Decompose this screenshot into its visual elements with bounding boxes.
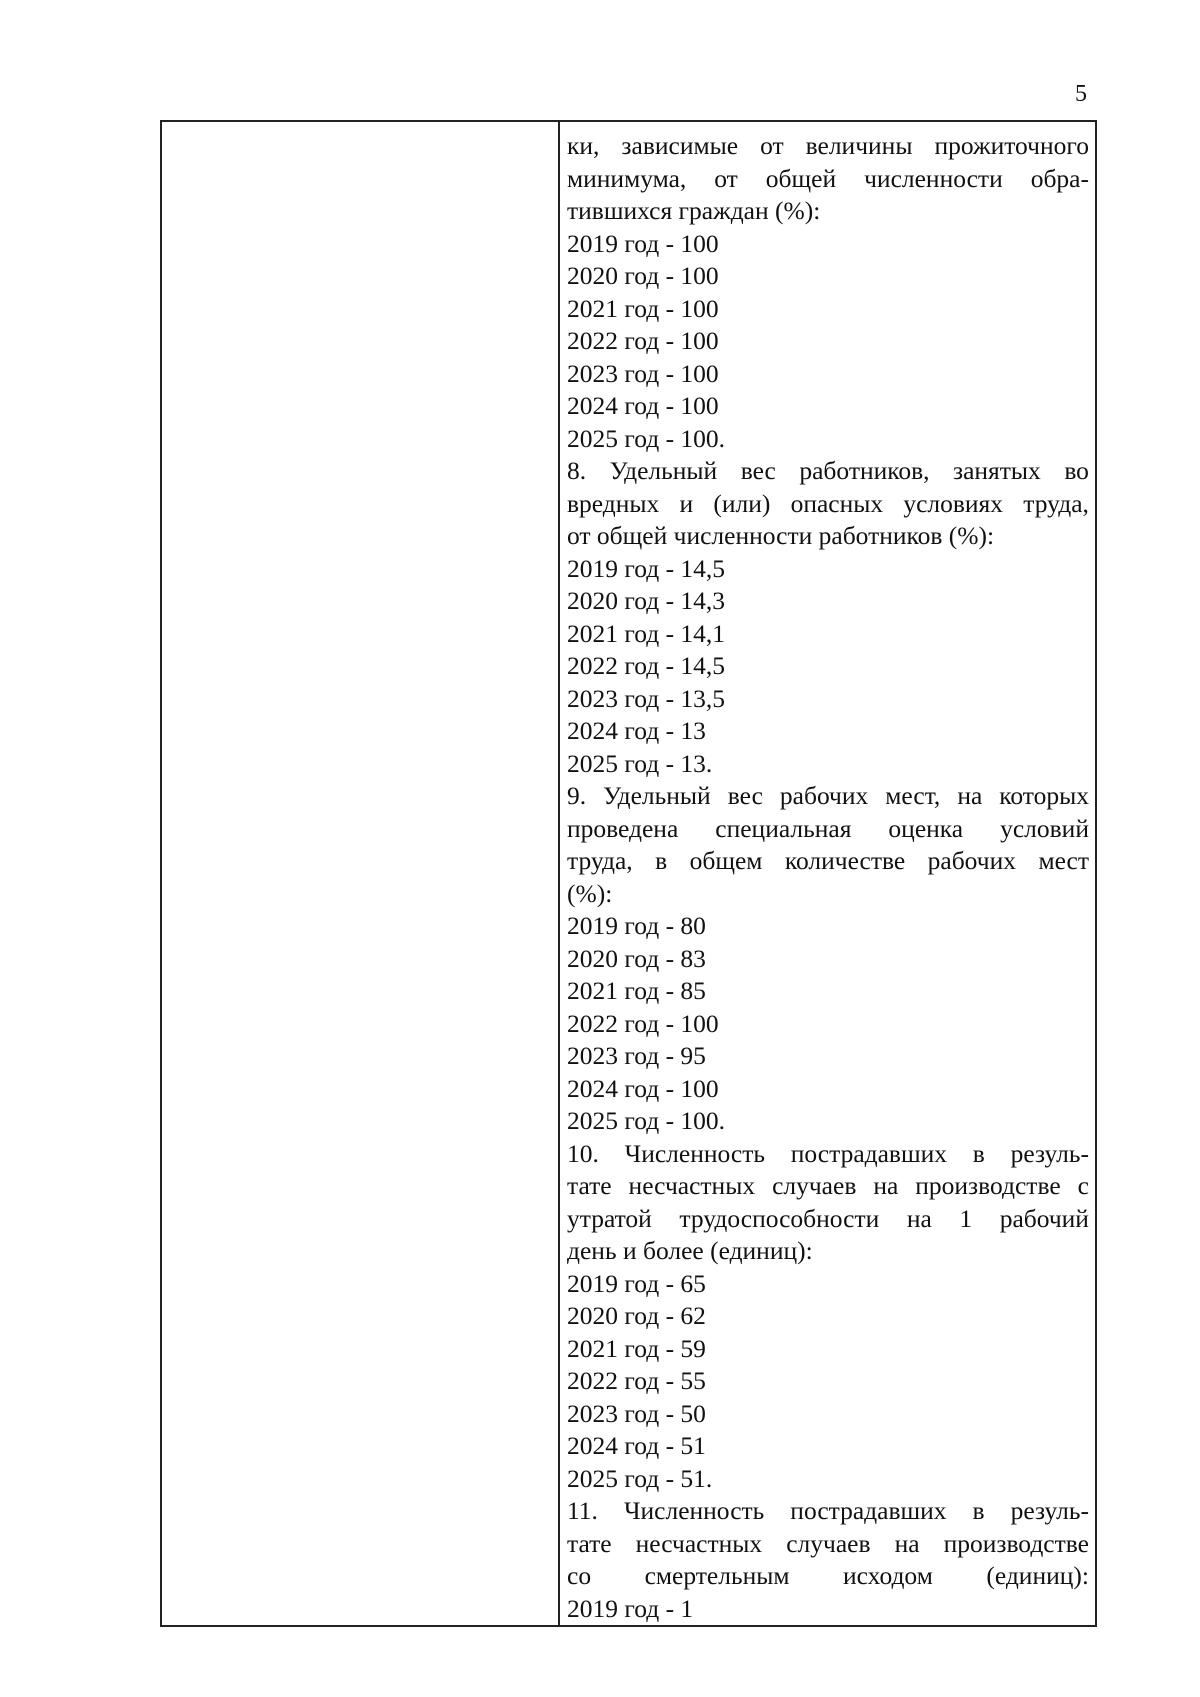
text-line: 2022 год - 55 bbox=[567, 1366, 706, 1395]
text-line: тившихся граждан (%): bbox=[567, 196, 821, 225]
text-line: день и более (единиц): bbox=[567, 1236, 813, 1265]
text-line: 2025 год - 100. bbox=[567, 1106, 726, 1135]
text-line: 2020 год - 14,3 bbox=[567, 586, 726, 615]
text-line: 2025 год - 100. bbox=[567, 423, 726, 453]
word: занятых bbox=[953, 456, 1041, 485]
table-left-cell bbox=[162, 122, 558, 1625]
word: количестве bbox=[784, 846, 906, 875]
text-line: (%): bbox=[567, 878, 613, 908]
text-line: 2024 год - 100 bbox=[567, 391, 719, 420]
word: от bbox=[760, 131, 784, 160]
word: ки, bbox=[567, 131, 600, 160]
word: (единиц): bbox=[986, 1561, 1089, 1590]
column-divider bbox=[558, 122, 560, 1625]
word: в bbox=[655, 846, 668, 875]
word: во bbox=[1064, 456, 1089, 485]
word: численности bbox=[864, 163, 1003, 193]
text-line: 2024 год - 100 bbox=[567, 1073, 719, 1103]
word: Численность bbox=[623, 1496, 765, 1525]
text-line: 2020 год - 62 bbox=[567, 1301, 706, 1330]
word: специальная bbox=[715, 813, 852, 843]
word: со bbox=[567, 1561, 592, 1590]
text-line: 2023 год - 13,5 bbox=[567, 683, 726, 713]
text-line: 2024 год - 13 bbox=[567, 716, 706, 745]
word: несчастных bbox=[628, 1171, 756, 1200]
word: на bbox=[957, 781, 983, 810]
word: тате bbox=[567, 1528, 612, 1558]
word: обра- bbox=[1030, 163, 1089, 193]
word: в bbox=[972, 1138, 985, 1168]
text-line: 2025 год - 13. bbox=[567, 748, 713, 778]
word: 8. bbox=[567, 456, 587, 485]
word: минимума, bbox=[567, 163, 687, 193]
text-line bbox=[567, 1495, 1089, 1528]
word: труда, bbox=[1023, 488, 1089, 518]
word: рабочий bbox=[999, 1203, 1089, 1233]
word: Удельный bbox=[603, 781, 711, 810]
word: Удельный bbox=[609, 456, 718, 485]
word: рабочих bbox=[779, 781, 869, 810]
word: общем bbox=[689, 846, 763, 875]
text-line: 2023 год - 100 bbox=[567, 358, 719, 388]
word: оценка bbox=[888, 813, 964, 843]
word: вес bbox=[740, 456, 776, 485]
word: тате bbox=[567, 1171, 612, 1200]
word: условиях bbox=[903, 488, 1004, 518]
word: от bbox=[714, 163, 738, 193]
word: Численность bbox=[624, 1138, 765, 1168]
word: резуль- bbox=[1010, 1496, 1089, 1525]
text-line: 2024 год - 51 bbox=[567, 1431, 706, 1460]
text-line: 2019 год - 65 bbox=[567, 1268, 706, 1298]
text-line: 2019 год - 14,5 bbox=[567, 553, 726, 583]
word: 9. bbox=[567, 781, 587, 810]
word: трудоспособности bbox=[679, 1203, 880, 1233]
text-line bbox=[567, 1528, 1089, 1561]
text-line bbox=[567, 813, 1089, 846]
text-line bbox=[567, 1170, 1089, 1203]
text-line: 2022 год - 100 bbox=[567, 326, 719, 355]
text-line: 2025 год - 51. bbox=[567, 1463, 713, 1493]
word: производстве bbox=[943, 1528, 1089, 1558]
word: резуль- bbox=[1010, 1138, 1089, 1168]
word: общей bbox=[765, 163, 837, 193]
text-line bbox=[567, 488, 1089, 521]
word: исходом bbox=[843, 1561, 933, 1590]
word: проведена bbox=[567, 813, 679, 843]
indicator-table bbox=[160, 120, 1097, 1627]
text-line: 2021 год - 85 bbox=[567, 976, 706, 1005]
text-line: 2022 год - 14,5 bbox=[567, 651, 726, 680]
word: которых bbox=[999, 781, 1089, 810]
word: (или) bbox=[713, 488, 771, 518]
table-right-cell bbox=[567, 130, 1089, 1625]
text-line: 2022 год - 100 bbox=[567, 1008, 719, 1038]
word: случаев bbox=[786, 1528, 871, 1558]
text-line bbox=[567, 163, 1089, 196]
text-line: 2020 год - 100 bbox=[567, 261, 719, 290]
page-number: 5 bbox=[1075, 81, 1087, 107]
word: вредных bbox=[567, 488, 660, 518]
word: и bbox=[679, 488, 694, 518]
word: в bbox=[972, 1496, 985, 1525]
text-line bbox=[567, 455, 1089, 488]
word: работников, bbox=[799, 456, 930, 485]
text-line: 2023 год - 50 bbox=[567, 1398, 706, 1428]
text-line: 2021 год - 59 bbox=[567, 1333, 706, 1363]
word: пострадавших bbox=[790, 1496, 947, 1525]
word: смертельным bbox=[644, 1561, 790, 1590]
word: несчастных bbox=[635, 1528, 763, 1558]
word: 1 bbox=[959, 1203, 973, 1233]
word: опасных bbox=[790, 488, 884, 518]
word: с bbox=[1077, 1171, 1089, 1200]
text-line: 2019 год - 80 bbox=[567, 911, 706, 940]
word: случаев bbox=[772, 1171, 857, 1200]
text-line: 2019 год - 100 bbox=[567, 228, 719, 258]
word: мест, bbox=[885, 781, 941, 810]
word: величины bbox=[805, 131, 913, 160]
word: на bbox=[894, 1528, 920, 1558]
text-line bbox=[567, 845, 1089, 878]
text-line: 2020 год - 83 bbox=[567, 943, 706, 973]
text-line: от общей численности работников (%): bbox=[567, 521, 995, 550]
word: 11. bbox=[567, 1496, 598, 1525]
word: труда, bbox=[567, 846, 633, 875]
text-line: 2021 год - 14,1 bbox=[567, 618, 726, 648]
text-line bbox=[567, 1560, 1089, 1593]
word: зависимые bbox=[621, 131, 739, 160]
text-line bbox=[567, 1138, 1089, 1171]
word: прожиточного bbox=[934, 131, 1089, 160]
word: утратой bbox=[567, 1203, 652, 1233]
text-line: 2019 год - 1 bbox=[567, 1593, 694, 1623]
text-line bbox=[567, 780, 1089, 813]
word: на bbox=[873, 1171, 899, 1200]
text-line bbox=[567, 1203, 1089, 1236]
word: пострадавших bbox=[790, 1138, 948, 1168]
word: рабочих bbox=[927, 846, 1016, 875]
text-line bbox=[567, 130, 1089, 163]
word: условий bbox=[1000, 813, 1089, 843]
text-line: 2021 год - 100 bbox=[567, 293, 719, 323]
word: мест bbox=[1038, 846, 1089, 875]
text-line: 2023 год - 95 bbox=[567, 1041, 706, 1070]
word: 10. bbox=[567, 1138, 599, 1168]
word: производстве bbox=[915, 1171, 1061, 1200]
word: вес bbox=[727, 781, 763, 810]
word: на bbox=[906, 1203, 932, 1233]
